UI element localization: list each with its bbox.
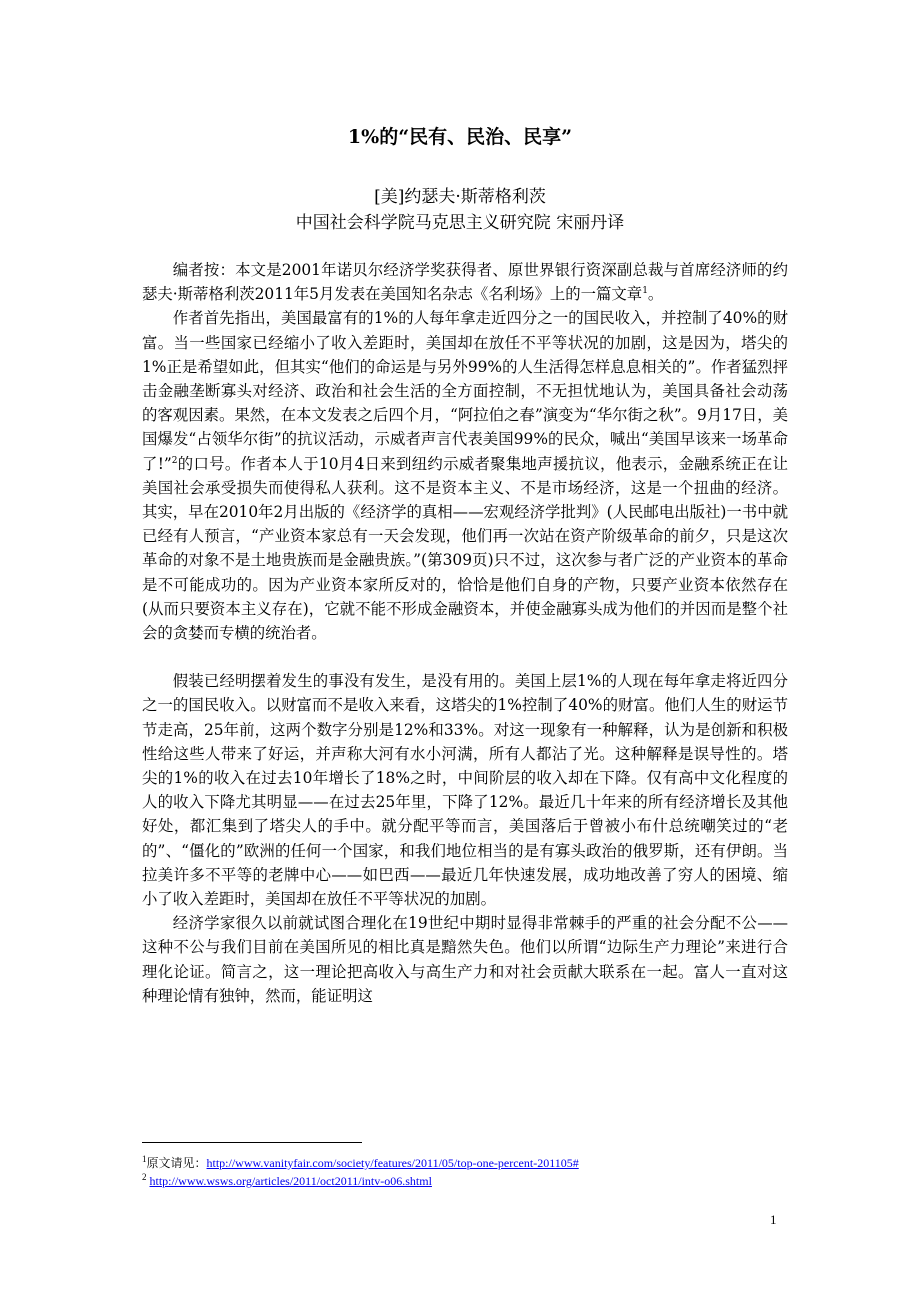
body-paragraph: 假装已经明摆着发生的事没有发生，是没有用的。美国上层1%的人现在每年拿走将近四分之一的国民收入。以财富而不是收入来看，这塔尖的1%控制了40%的财富。他们人生的财运节节走高，25年前，这两个数字分别是12%和33%。对这一现象有一种解释，认为是创新和积极性给这些人带来了好运，并声称大河有水小河满，所有人都沾了光。这种解释是误导性的。塔尖的1%的收入在过去10年增长了18%之时，中间阶层的收入却在下降。仅有高中文化程度的人的收入下降尤其明显——在过去25年里，下降了12%。最近几十年来的所有经济增长及其他好处，都汇集到了塔尖人的手中。就分配平等而言，美国落后于曾被小布什总统嘲笑过的“老的”、“僵化的”欧洲的任何一个国家，和我们地位相当的是有寡头政治的俄罗斯，还有伊朗。当拉美许多不平等的老牌中心——如巴西——最近几年快速发展，成功地改善了穷人的困境、缩小了收入差距时，美国却在放任不平等状况的加剧。 <box>142 672 788 909</box>
paragraph-tail: 。 <box>647 285 664 304</box>
page-number: 1 <box>770 1212 777 1227</box>
article-title: 1%的“民有、民治、民享” <box>347 126 573 148</box>
editor-note-paragraph <box>142 258 788 306</box>
summary-paragraph <box>142 306 788 645</box>
paragraph-text: 作者首先指出，美国最富有的1%的人每年拿走近四分之一的国民收入，并控制了40%的财富。当一些国家已经缩小了收入差距时，美国却在放任不平等状况的加剧，这是因为，塔尖的1%正是希望如此，但其实“他们的命运是与另外99%的人生活得怎样息息相关的”。作者猛烈抨击金融垄断寡头对经济、政治和社会生活的全方面控制，不无担忧地认为，美国具备社会动荡的客观因素。果然，在本文发表之后四个月，“阿拉伯之春”演变为“华尔街之秋”。9月17日，美国爆发“占领华尔街”的抗议活动，示威者声言代表美国99%的民众，喊出“美国早该来一场革命了!” <box>142 309 788 473</box>
author-name: [美]约瑟夫·斯蒂格利茨 <box>374 187 546 207</box>
body-paragraph: 经济学家很久以前就试图合理化在19世纪中期时显得非常棘手的严重的社会分配不公——这种不公与我们目前在美国所见的相比真是黯然失色。他们以所谓“边际生产力理论”来进行合理化论证。简言之，这一理论把高收入与高生产力和对社会贡献大联系在一起。富人一直对这种理论情有独钟，然而，能证明这 <box>142 914 788 1005</box>
footnote-2 <box>142 1172 579 1190</box>
footnote-link-1[interactable]: http://www.vanityfair.com/society/features/2011/05/top-one-percent-201105# <box>206 1156 579 1170</box>
footnote-ref-1[interactable]: 1 <box>642 286 648 297</box>
footnote-marker: 2 <box>142 1172 147 1182</box>
footnote-divider <box>142 1142 362 1143</box>
footnote-marker: 1 <box>142 1154 147 1164</box>
translator-line: 中国社会科学院马克思主义研究院 宋丽丹译 <box>295 213 625 233</box>
footnote-prefix: 原文请见： <box>146 1156 207 1170</box>
paragraph-text: 编者按：本文是2001年诺贝尔经济学奖获得者、原世界银行资深副总裁与首席经济师的约瑟夫·斯蒂格利茨2011年5月发表在美国知名杂志《名利场》上的一篇文章 <box>142 261 788 304</box>
footnotes <box>142 1154 579 1190</box>
paragraph-tail: 的口号。作者本人于10月4日来到纽约示威者聚集地声援抗议，他表示，金融系统正在让美国社会承受损失而使得私人获利。这不是资本主义、不是市场经济，这是一个扭曲的经济。其实，早在2010年2月出版的《经济学的真相——宏观经济学批判》(人民邮电出版社)一书中就已经有人预言，“产业资本家总有一天会发现，他们再一次站在资产阶级革命的前夕，只是这次革命的对象不是土地贵族而是金融贵族。”(第309页)只不过，这次参与者广泛的产业资本的革命是不可能成功的。因为产业资本家所反对的，恰恰是他们自身的产物，只要产业资本依然存在(从而只要资本主义存在)，它就不能不形成金融资本，并使金融寡头成为他们的并因而是整个社会的贪婪而专横的统治者。 <box>142 454 788 643</box>
footnote-1 <box>142 1154 579 1172</box>
footnote-ref-2[interactable]: 2 <box>171 455 178 466</box>
article-body <box>142 258 788 1008</box>
byline <box>0 184 920 236</box>
footnote-link-2[interactable]: http://www.wsws.org/articles/2011/oct2011/intv-o06.shtml <box>149 1174 432 1188</box>
